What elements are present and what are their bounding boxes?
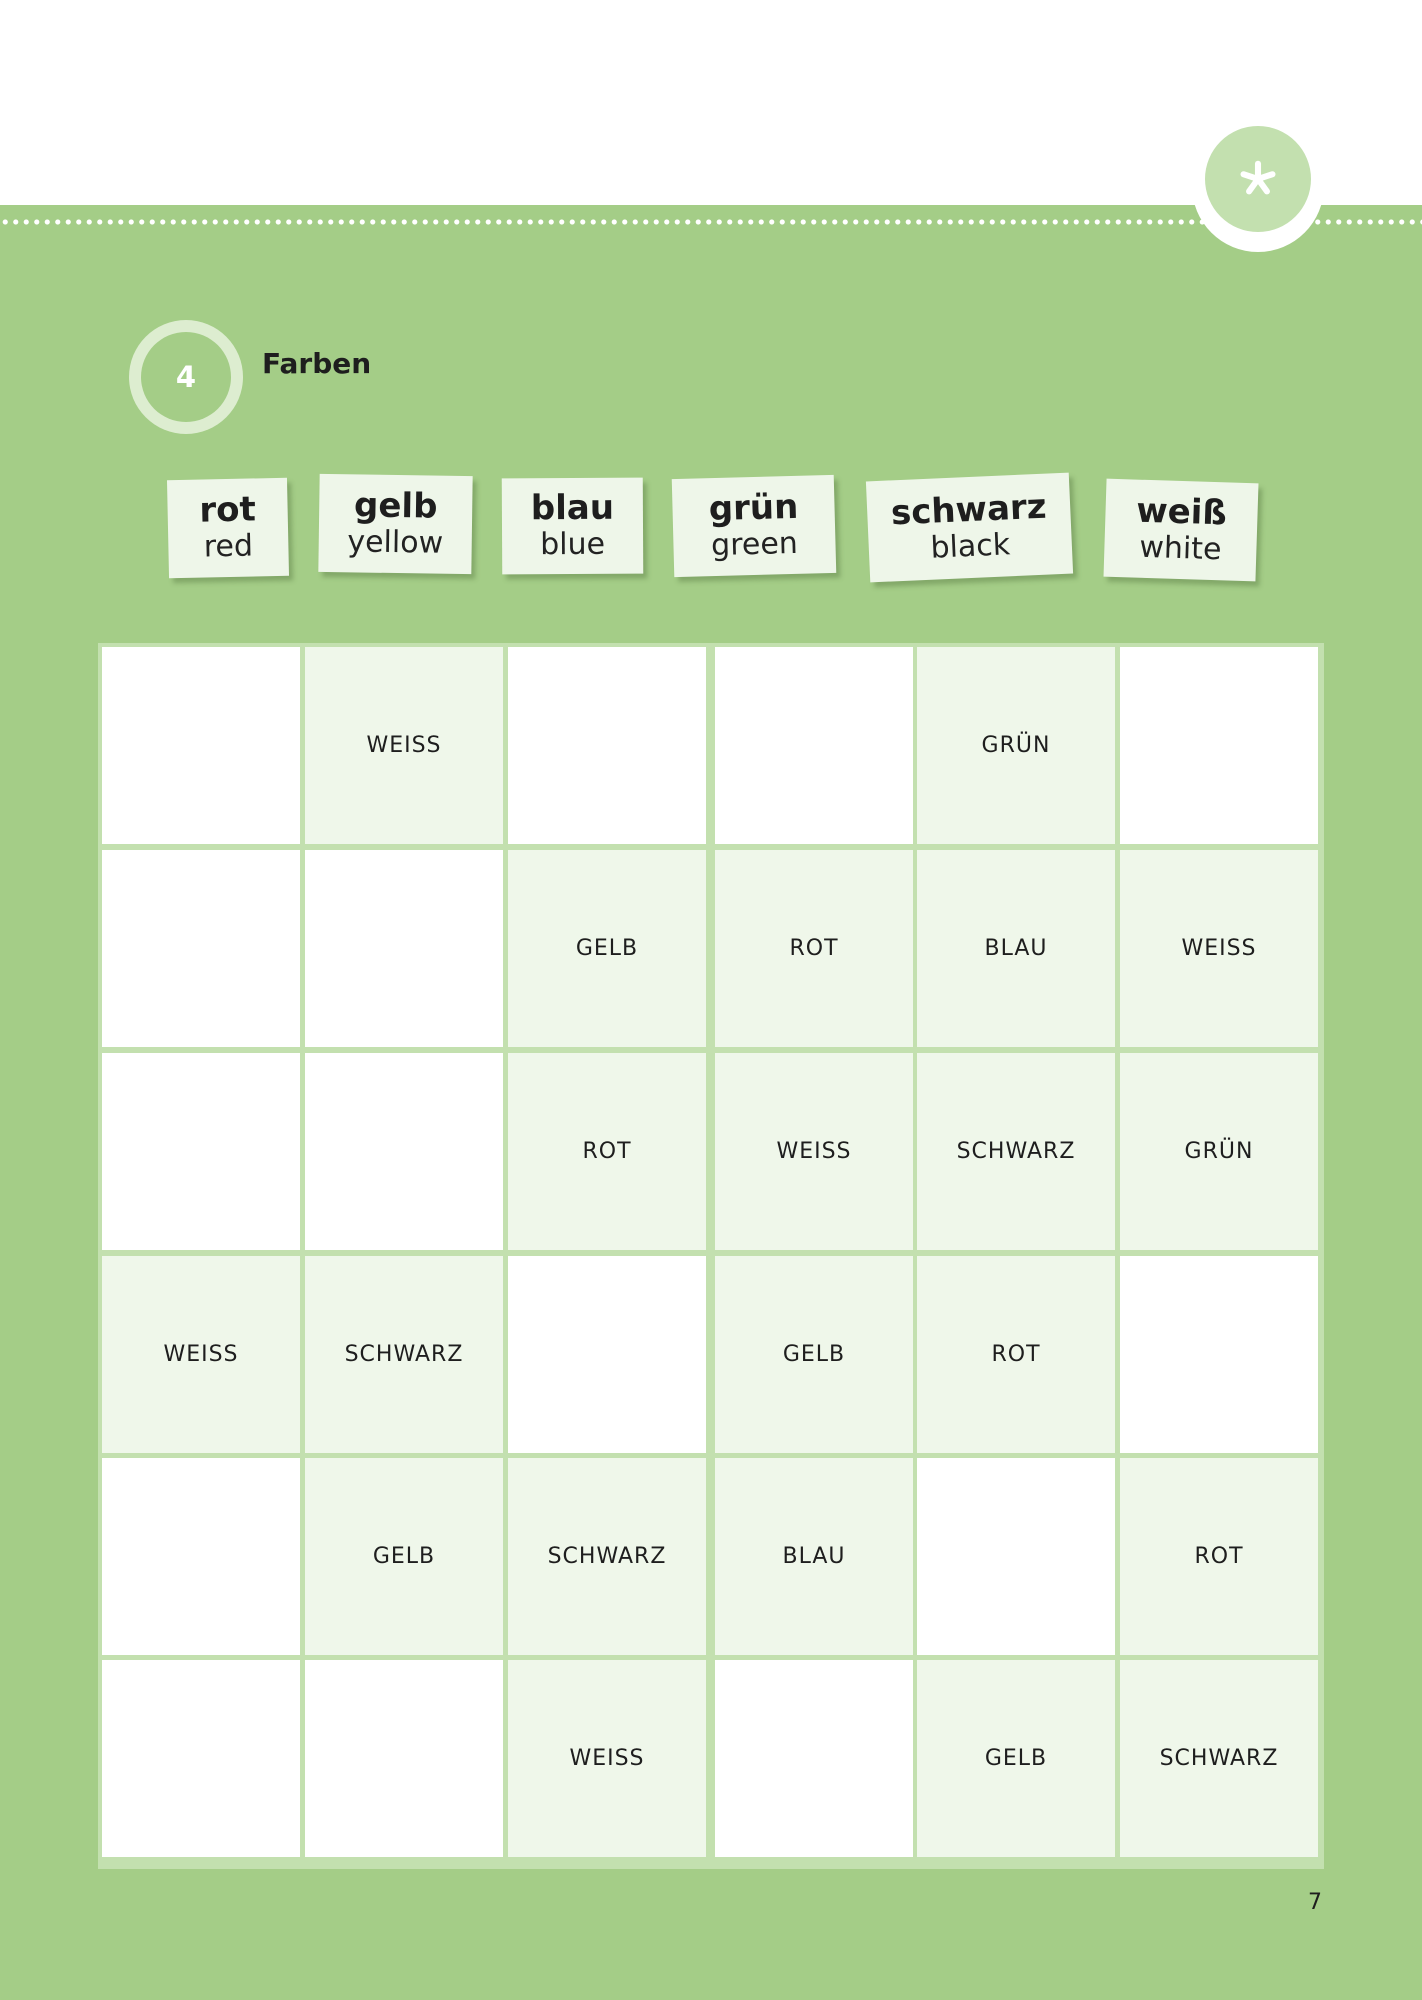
card-english-word: yellow [347, 524, 444, 561]
grid-cell-empty[interactable] [102, 850, 300, 1047]
grid-cell-empty[interactable] [715, 647, 913, 844]
vocab-card-blau [502, 478, 644, 575]
vocab-card-weiss [1103, 479, 1258, 582]
grid-cell: GRÜN [1120, 1053, 1318, 1250]
grid-cell: ROT [917, 1256, 1115, 1453]
grid-cell-empty[interactable] [1120, 1256, 1318, 1453]
grid-cell: SCHWARZ [1120, 1660, 1318, 1857]
grid-cell: WEISS [305, 647, 503, 844]
card-german-word: rot [199, 489, 257, 531]
grid-cell-empty[interactable] [917, 1458, 1115, 1655]
grid-cell-empty[interactable] [102, 1458, 300, 1655]
card-german-word: schwarz [890, 486, 1048, 533]
grid-cell: WEISS [1120, 850, 1318, 1047]
card-english-word: green [710, 525, 799, 564]
vocab-card-gruen [672, 475, 837, 577]
grid-cell: WEISS [102, 1256, 300, 1453]
card-english-word: black [929, 526, 1011, 566]
grid-cell-empty[interactable] [102, 647, 300, 844]
grid-cell-empty[interactable] [305, 1660, 503, 1857]
vocab-card-rot [167, 478, 289, 578]
grid-cell: GELB [917, 1660, 1115, 1857]
card-german-word: weiß [1135, 490, 1228, 534]
grid-cell: GELB [305, 1458, 503, 1655]
vocab-card-gelb [318, 474, 472, 574]
grid-cell: BLAU [715, 1458, 913, 1655]
grid-cell-empty[interactable] [305, 1053, 503, 1250]
star-badge [1205, 126, 1311, 232]
exercise-number: 4 [141, 332, 231, 422]
card-english-word: red [203, 528, 254, 565]
grid-cell: ROT [1120, 1458, 1318, 1655]
grid-cell-empty[interactable] [508, 647, 706, 844]
grid-cell: BLAU [917, 850, 1115, 1047]
page-number: 7 [1308, 1890, 1322, 1915]
card-german-word: grün [708, 486, 799, 530]
grid-cell: WEISS [508, 1660, 706, 1857]
grid-cell-empty[interactable] [102, 1053, 300, 1250]
grid-cell-empty[interactable] [1120, 647, 1318, 844]
grid-cell: SCHWARZ [508, 1458, 706, 1655]
card-german-word: gelb [353, 485, 438, 527]
grid-cell: SCHWARZ [917, 1053, 1115, 1250]
grid-cell: GELB [715, 1256, 913, 1453]
grid-cell: ROT [508, 1053, 706, 1250]
star-icon [1239, 160, 1277, 198]
grid-cell-empty[interactable] [715, 1660, 913, 1857]
grid-cell: WEISS [715, 1053, 913, 1250]
grid-cell: GELB [508, 850, 706, 1047]
grid-cell-empty[interactable] [102, 1660, 300, 1857]
sudoku-grid [98, 643, 1324, 1869]
card-german-word: blau [530, 487, 615, 529]
grid-cell: ROT [715, 850, 913, 1047]
exercise-title: Farben [262, 347, 372, 380]
card-english-word: white [1138, 529, 1222, 568]
grid-cell-empty[interactable] [508, 1256, 706, 1453]
vocab-card-schwarz [866, 473, 1073, 583]
grid-cell: GRÜN [917, 647, 1115, 844]
grid-cell: SCHWARZ [305, 1256, 503, 1453]
grid-cell-empty[interactable] [305, 850, 503, 1047]
card-english-word: blue [540, 526, 606, 563]
